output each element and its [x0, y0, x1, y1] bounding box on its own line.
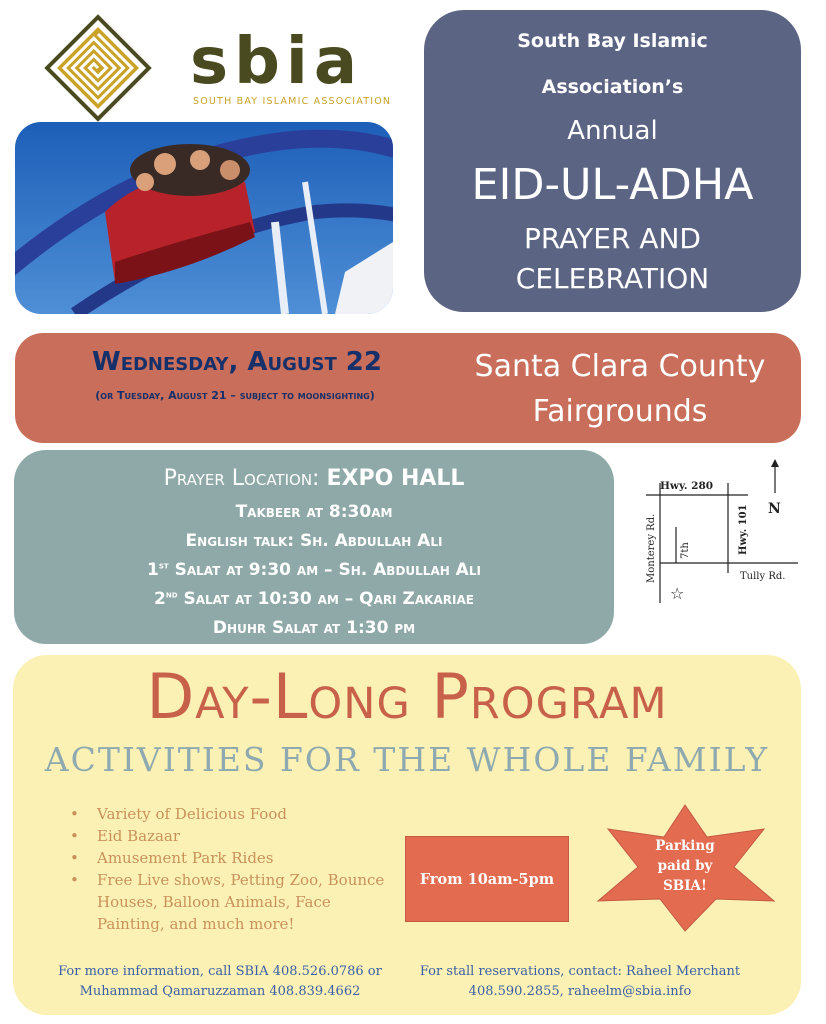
map-hwy-280: Hwy. 280: [660, 480, 714, 492]
alternate-date: (or Tuesday, August 21 – subject to moonsighting): [95, 389, 375, 402]
title-celebration: CELEBRATION: [515, 262, 710, 295]
bullet-icon: •: [70, 871, 79, 889]
contact-info-line2: Muhammad Qamaruzzaman 408.839.4662: [79, 984, 361, 999]
first-salat-suffix: st: [158, 560, 169, 572]
location-map: [638, 455, 810, 615]
first-salat: [14, 560, 614, 580]
venue-line2: Fairgrounds: [532, 394, 708, 429]
parking-line3: SBIA!: [663, 878, 707, 894]
first-salat-text: Salat at 9:30 am – Sh. Abdullah Ali: [174, 560, 481, 580]
sbia-logo-icon: [44, 14, 152, 122]
second-salat: [14, 589, 614, 609]
event-date: Wednesday, August 22: [92, 347, 382, 377]
list-item: [70, 869, 400, 935]
title-prayer-and: PRAYER AND: [524, 222, 701, 255]
map-tully-rd: Tully Rd.: [740, 571, 786, 582]
activity-text: Free Live shows, Petting Zoo, Bounce Houses, Balloon Animals, Face Painting, and much more!: [97, 871, 385, 933]
activity-text: Variety of Delicious Food: [97, 805, 287, 823]
parking-note: [614, 836, 756, 896]
stall-line1: For stall reservations, contact: Raheel Merchant: [419, 964, 741, 979]
first-salat-number: 1: [147, 560, 159, 580]
list-item: [70, 803, 400, 825]
stall-line2: 408.590.2855, raheelm@sbia.info: [468, 984, 692, 999]
parking-line2: paid by: [657, 858, 713, 874]
takbeer-time: Takbeer at 8:30am: [235, 502, 393, 522]
activity-text: Eid Bazaar: [97, 827, 181, 845]
second-salat-number: 2: [154, 589, 166, 609]
map-7th-street: 7th: [680, 542, 691, 559]
logo-wordmark: sbia: [190, 25, 364, 99]
bullet-icon: •: [70, 849, 79, 867]
prayer-location-value: EXPO HALL: [326, 466, 465, 491]
hours-badge: [405, 836, 569, 922]
list-item: [70, 847, 400, 869]
list-item: [70, 825, 400, 847]
map-hwy-101: Hwy. 101: [738, 504, 749, 555]
dhuhr-salat: Dhuhr Salat at 1:30 pm: [212, 618, 416, 638]
second-salat-text: Salat at 10:30 am – Qari Zakariae: [183, 589, 474, 609]
title-annual: Annual: [567, 116, 658, 146]
stall-reservation-info: [400, 962, 760, 1002]
event-title-panel: [424, 10, 801, 312]
venue-name: [440, 344, 800, 434]
logo-subtitle: SOUTH BAY ISLAMIC ASSOCIATION: [193, 96, 392, 107]
second-salat-suffix: nd: [165, 589, 178, 601]
english-talk: English talk: Sh. Abdullah Ali: [185, 531, 443, 551]
hours-text: From 10am-5pm: [419, 870, 555, 888]
activities-list: [70, 803, 400, 935]
activity-text: Amusement Park Rides: [97, 849, 274, 867]
venue-line1: Santa Clara County: [474, 349, 766, 384]
map-star-icon: ☆: [670, 584, 685, 603]
map-north: N: [768, 501, 781, 517]
prayer-location-label: Prayer Location:: [163, 466, 320, 491]
program-subtitle: ACTIVITIES FOR THE WHOLE FAMILY: [44, 740, 770, 779]
map-monterey-rd: Monterey Rd.: [646, 513, 657, 583]
bullet-icon: •: [70, 805, 79, 823]
prayer-location: [14, 466, 614, 491]
bullet-icon: •: [70, 827, 79, 845]
roller-coaster-photo: [15, 122, 393, 314]
title-organizer-line1: South Bay Islamic: [517, 30, 708, 52]
parking-line1: Parking: [655, 838, 715, 854]
title-eid-ul-adha: EID-UL-ADHA: [471, 160, 754, 210]
title-organizer-line2: Association’s: [541, 76, 684, 98]
program-title: Day-Long Program: [146, 660, 668, 733]
contact-info: [30, 962, 410, 1002]
contact-info-line1: For more information, call SBIA 408.526.0786 or: [58, 964, 382, 979]
